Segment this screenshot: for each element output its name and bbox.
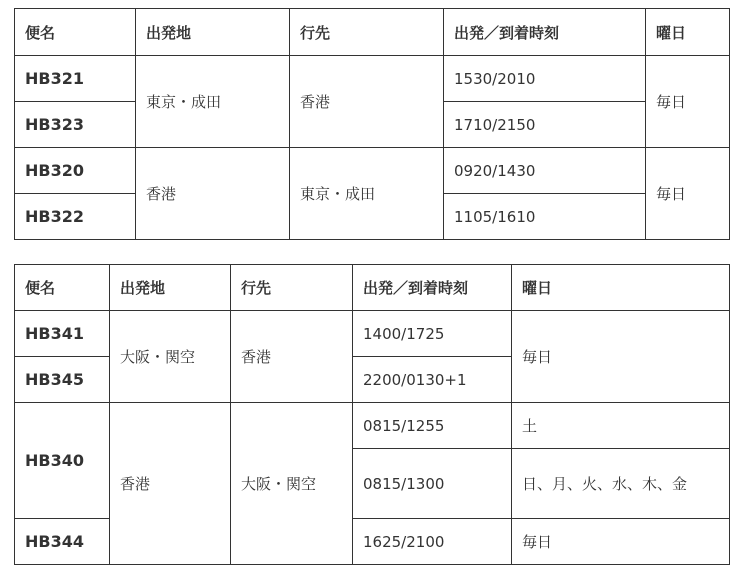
flight-number: HB323 bbox=[15, 102, 136, 148]
header-destination: 行先 bbox=[231, 265, 353, 311]
header-origin: 出発地 bbox=[110, 265, 231, 311]
days-cell: 日、月、火、水、木、金 bbox=[512, 449, 730, 519]
table-row bbox=[15, 311, 730, 357]
header-days: 曜日 bbox=[512, 265, 730, 311]
times-cell: 1105/1610 bbox=[444, 194, 646, 240]
table-row bbox=[15, 148, 730, 194]
times-cell: 1530/2010 bbox=[444, 56, 646, 102]
header-flight: 便名 bbox=[15, 9, 136, 56]
days-cell: 毎日 bbox=[512, 519, 730, 565]
times-cell: 0815/1255 bbox=[353, 403, 512, 449]
table-row bbox=[15, 403, 730, 449]
header-flight: 便名 bbox=[15, 265, 110, 311]
flight-number: HB321 bbox=[15, 56, 136, 102]
times-cell: 2200/0130+1 bbox=[353, 357, 512, 403]
header-days: 曜日 bbox=[646, 9, 730, 56]
destination-cell: 東京・成田 bbox=[290, 148, 444, 240]
flight-number: HB320 bbox=[15, 148, 136, 194]
header-times: 出発／到着時刻 bbox=[444, 9, 646, 56]
destination-cell: 大阪・関空 bbox=[231, 403, 353, 565]
flight-schedule-table-tokyo bbox=[14, 8, 730, 240]
table-header-row bbox=[15, 9, 730, 56]
destination-cell: 香港 bbox=[231, 311, 353, 403]
days-cell: 毎日 bbox=[512, 311, 730, 403]
origin-cell: 香港 bbox=[110, 403, 231, 565]
flight-number: HB345 bbox=[15, 357, 110, 403]
header-destination: 行先 bbox=[290, 9, 444, 56]
times-cell: 1625/2100 bbox=[353, 519, 512, 565]
days-cell: 毎日 bbox=[646, 148, 730, 240]
destination-cell: 香港 bbox=[290, 56, 444, 148]
days-cell: 土 bbox=[512, 403, 730, 449]
days-cell: 毎日 bbox=[646, 56, 730, 148]
origin-cell: 東京・成田 bbox=[136, 56, 290, 148]
flight-number: HB344 bbox=[15, 519, 110, 565]
times-cell: 0920/1430 bbox=[444, 148, 646, 194]
header-times: 出発／到着時刻 bbox=[353, 265, 512, 311]
times-cell: 1710/2150 bbox=[444, 102, 646, 148]
flight-schedule-table-osaka bbox=[14, 264, 730, 565]
flight-number: HB322 bbox=[15, 194, 136, 240]
origin-cell: 香港 bbox=[136, 148, 290, 240]
flight-number: HB340 bbox=[15, 403, 110, 519]
times-cell: 1400/1725 bbox=[353, 311, 512, 357]
origin-cell: 大阪・関空 bbox=[110, 311, 231, 403]
table-header-row bbox=[15, 265, 730, 311]
times-cell: 0815/1300 bbox=[353, 449, 512, 519]
flight-number: HB341 bbox=[15, 311, 110, 357]
header-origin: 出発地 bbox=[136, 9, 290, 56]
table-row bbox=[15, 56, 730, 102]
